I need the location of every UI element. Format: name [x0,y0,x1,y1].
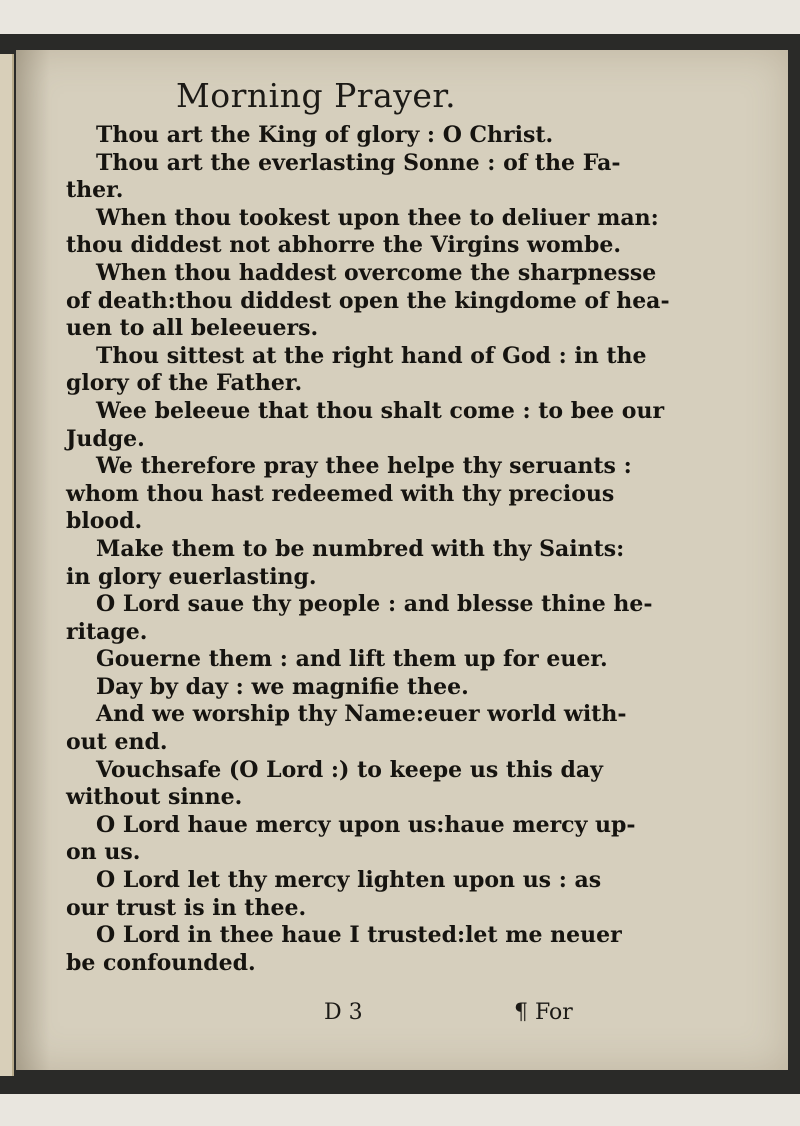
text-line: without sinne. [66,784,243,811]
text-line: on us. [66,839,141,866]
text-line: Wee beleeue that thou shalt come : to bee our [96,397,665,424]
page-footer [66,1000,606,1030]
catchword: ¶ For [514,1000,573,1025]
text-line: O Lord saue thy people : and blesse thine he- [96,591,653,618]
text-line: And we worship thy Name:euer world with- [96,701,627,728]
text-line: out end. [66,729,168,756]
text-line: When thou tookest upon thee to deliuer man: [96,204,659,231]
text-line: Thou sittest at the right hand of God : in the [96,342,647,369]
text-line: ther. [66,177,124,204]
text-line: O Lord let thy mercy lighten upon us : as [96,867,602,894]
text-line: Make them to be numbred with thy Saints: [96,535,625,562]
text-line: thou diddest not abhorre the Virgins wombe. [66,232,621,259]
signature-mark: D 3 [324,1000,363,1025]
text-line: O Lord haue mercy upon us:haue mercy up- [96,811,636,838]
text-line: ritage. [66,618,148,645]
text-line: Day by day : we magnifie thee. [96,673,469,700]
text-line: uen to all beleeuers. [66,315,319,342]
text-line: We therefore pray thee helpe thy seruants : [96,453,632,480]
text-line: whom thou hast redeemed with thy precious [66,480,615,507]
gutter-shadow [16,50,50,1070]
page-edges [0,54,14,1076]
text-line: Thou art the everlasting Sonne : of the Fa- [96,149,621,176]
text-line: of death:thou diddest open the kingdome of hea- [66,287,670,314]
text-line: Vouchsafe (O Lord :) to keepe us this day [96,756,603,783]
text-line: Gouerne them : and lift them up for euer. [96,646,608,673]
text-line: blood. [66,508,143,535]
text-line: our trust is in thee. [66,894,307,921]
text-line: Judge. [66,425,145,452]
text-line: glory of the Father. [66,370,303,397]
text-line: in glory euerlasting. [66,563,317,590]
text-line: be confounded. [66,949,256,976]
running-head: Morning Prayer. [176,76,457,115]
body-text [66,122,670,977]
text-line: O Lord in thee haue I trusted:let me neuer [96,922,622,949]
text-line: When thou haddest overcome the sharpnesse [96,259,657,286]
text-line: Thou art the King of glory : O Christ. [96,122,554,148]
